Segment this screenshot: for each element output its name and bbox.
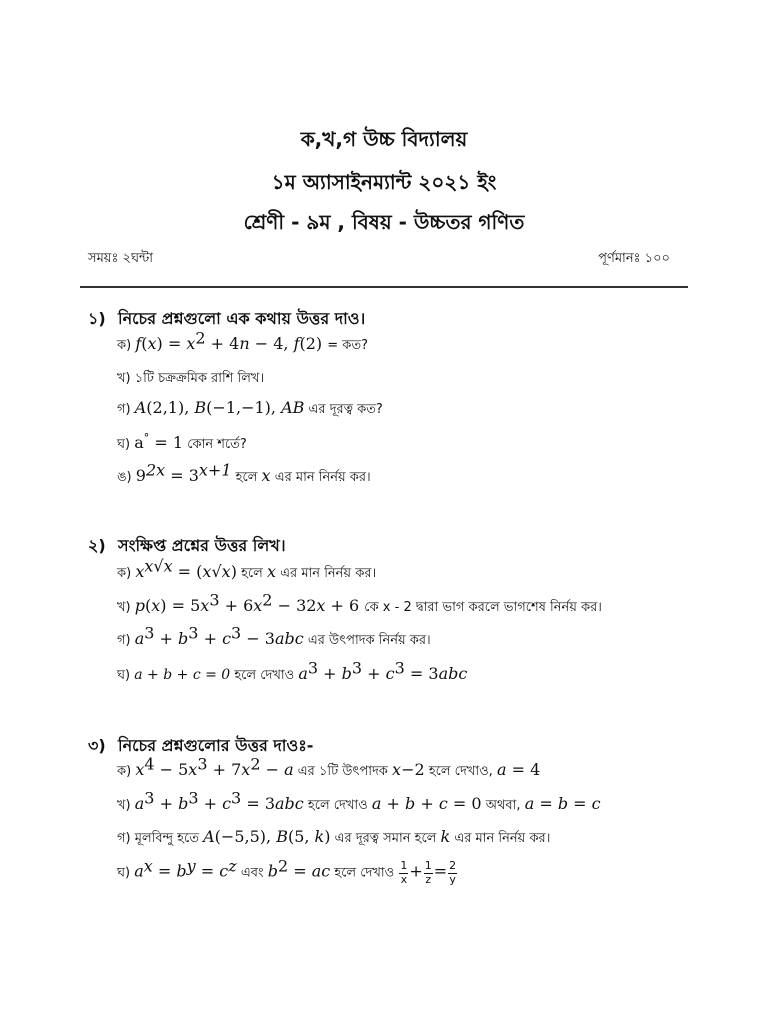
question-text: হলে — [235, 470, 258, 485]
question-text: এর মান নির্নয় কর। — [274, 470, 371, 485]
section-1-heading — [88, 306, 365, 333]
question-label: ক) — [117, 566, 132, 581]
fraction: $\frac{1}{x}$ — [400, 859, 408, 886]
question-3-ka: ক) $x^4 - 5x^3 + 7x^2 - a$ এর ১টি উৎপাদক x−2 হলে দেখাও, a = 4 — [117, 754, 541, 779]
question-text: হলে — [241, 566, 263, 581]
section-title: নিচের প্রশ্নগুলোর উত্তর দাওঃ- — [118, 736, 314, 755]
question-text: এর দূরত্ব সমান হলে — [334, 831, 437, 846]
question-1-ka: ক) $f(x) = x^2 + 4n - 4$, f(2) = কত? — [117, 328, 369, 353]
header-divider — [80, 286, 688, 288]
fraction: $\frac{2}{y}$ — [449, 859, 457, 886]
question-text: এর উৎপাদক নির্নয় কর। — [307, 633, 431, 648]
question-1-kha — [117, 369, 264, 390]
question-text: মূলবিন্দু হতে — [134, 831, 199, 846]
question-text: এর ১টি উৎপাদক — [297, 764, 388, 779]
question-1-umo: ঙ) $9^{2x} = 3^{x+1}$ হলে x এর মান নির্নয় কর। — [117, 460, 371, 485]
section-title: সংক্ষিপ্ত প্রশ্নের উত্তর লিখ। — [118, 536, 286, 555]
question-label: ঙ) — [117, 470, 132, 485]
question-label: ঘ) — [117, 865, 131, 881]
question-label: গ) — [117, 402, 131, 417]
question-3-ga: গ) মূলবিন্দু হতে A(−5,5), B(5, k) এর দূরত্ব সমান হলে k এর মান নির্নয় কর। — [117, 827, 551, 846]
question-label: খ) — [117, 600, 131, 615]
question-text: কোন শর্তে? — [187, 437, 247, 452]
exam-time: সময়ঃ ২ঘন্টা — [88, 251, 154, 266]
question-3-kha: খ) $a^3 + b^3 + c^3 = 3abc$ হলে দেখাও a + b + c = 0 অথবা, a = b = c — [117, 788, 601, 813]
question-label: ঘ) — [117, 668, 131, 683]
question-label: ক) — [117, 764, 132, 779]
question-text: কে x - 2 দ্বারা ভাগ করলে ভাগশেষ নির্নয় কর। — [364, 600, 602, 615]
question-label: ক) — [117, 338, 132, 353]
question-label: গ) — [117, 633, 131, 648]
question-1-gha: ঘ) a° = 1 কোন শর্তে? — [117, 431, 247, 452]
section-number: ২) — [88, 536, 106, 555]
question-text: অথবা, — [485, 798, 521, 813]
assignment-title: ১ম অ্যাসাইনম্যান্ট ২০২১ ইং — [271, 170, 497, 194]
fraction: $\frac{1}{z}$ — [424, 859, 432, 886]
question-1-ga: গ) A(2,1), B(−1,−1), AB এর দূরত্ব কত? — [117, 398, 383, 417]
question-label: ঘ) — [117, 437, 131, 452]
question-text: ১টি চক্রক্রমিক রাশি লিখ। — [134, 371, 265, 386]
question-2-gha: ঘ) a + b + c = 0 হলে দেখাও $a^3 + b^3 + c^3 = 3abc$ — [117, 658, 468, 683]
question-text: হলে দেখাও — [234, 668, 295, 683]
question-2-ka: ক) $x^{x√x} = (x√x)$ হলে x এর মান নির্নয় কর। — [117, 556, 377, 581]
question-text: হলে দেখাও, — [428, 764, 493, 779]
question-2-kha: খ) $p(x) = 5x^3 + 6x^2 - 32x + 6$ কে x - 2 দ্বারা ভাগ করলে ভাগশেষ নির্নয় কর। — [117, 590, 602, 615]
question-2-ga: গ) $a^3 + b^3 + c^3 - 3abc$ এর উৎপাদক নির্নয় কর। — [117, 623, 431, 648]
question-label: খ) — [117, 798, 131, 813]
section-title: নিচের প্রশ্নগুলো এক কথায় উত্তর দাও। — [118, 309, 366, 328]
question-text: এবং — [240, 865, 264, 881]
class-subject: শ্রেণী - ৯ম , বিষয় - উচ্চতর গণিত — [243, 210, 525, 234]
question-label: গ) — [117, 831, 131, 846]
question-text: এর দূরত্ব কত? — [308, 402, 383, 417]
question-text: এর মান নির্নয় কর। — [454, 831, 551, 846]
question-3-gha: ঘ) $a^x = b^y = c^z$ এবং $b^2$ = ac হলে দেখাও $\frac{1}{x}$ + $\frac{1}{z}$ = $\frac{2}{y}$ — [117, 856, 457, 886]
full-marks: পূর্ণমানঃ ১০০ — [598, 251, 670, 266]
question-text: হলে দেখাও — [307, 798, 368, 813]
section-number: ১) — [88, 309, 106, 328]
question-text: = কত? — [327, 338, 369, 353]
question-label: খ) — [117, 371, 131, 386]
school-name: ক,খ,গ উচ্চ বিদ্যালয় — [300, 127, 468, 151]
question-text: এর মান নির্নয় কর। — [280, 566, 377, 581]
section-2-heading — [88, 533, 286, 560]
section-number: ৩) — [88, 736, 106, 755]
question-text: হলে দেখাও — [334, 865, 395, 881]
